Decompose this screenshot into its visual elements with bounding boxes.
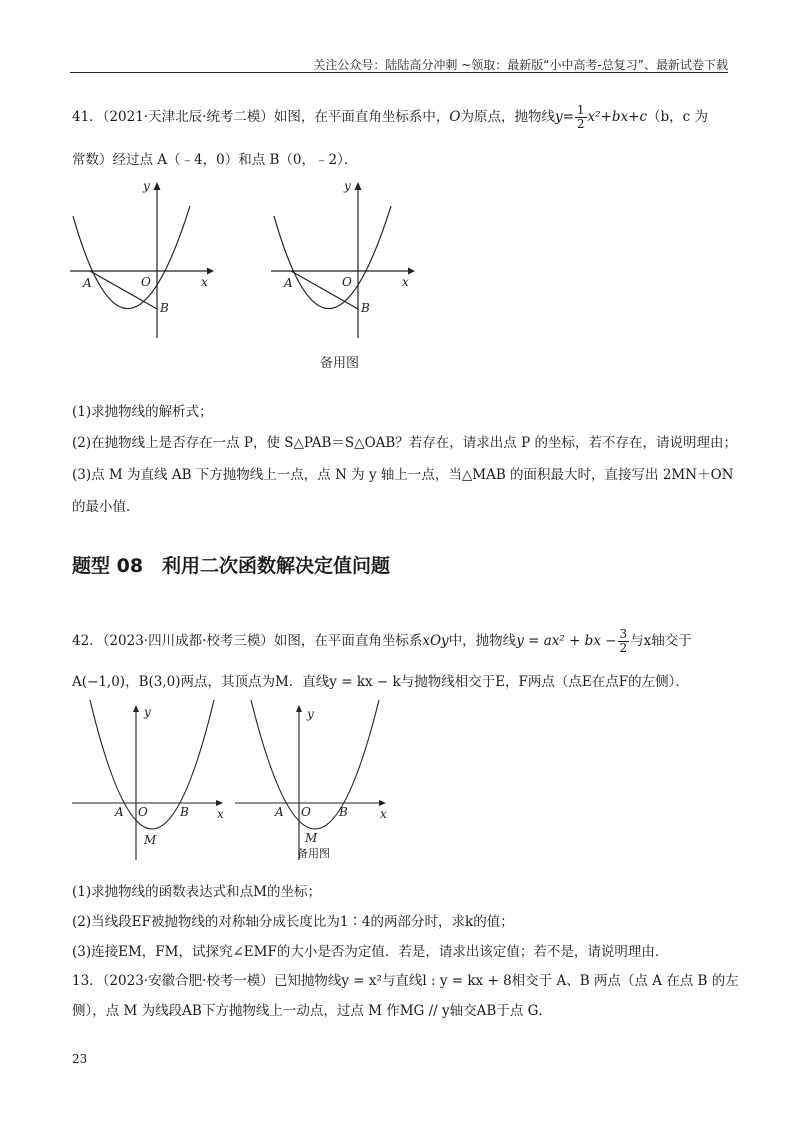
q42-frac-den: 2 (619, 641, 628, 655)
parabola (73, 206, 190, 309)
q41-formula-head: y= (554, 109, 574, 125)
y-axis-arrow (296, 705, 302, 712)
q13-line1: 13．（2023·安徽合肥·校考一模）已知抛物线y = x²与直线l : y = kx + 8相交于 A、B 两点（点 A 在点 B 的左 (72, 973, 739, 989)
q41-part1: (1)求抛物线的解析式； (72, 404, 213, 420)
q41-part3a: (3)点 M 为直线 AB 下方抛物线上一点，点 N 为 y 轴上一点，当△MAB 的面积最大时，直接写出 2MN＋ON (72, 467, 734, 483)
q41-part3b: 的最小值． (72, 499, 140, 515)
q41-frac-den: 2 (576, 117, 585, 131)
origin-label: O (301, 805, 311, 819)
q41-origin-label: O (449, 109, 461, 125)
q42-spare-caption: 备用图 (297, 847, 330, 860)
q42-formula: y = ax² + bx − (516, 633, 617, 649)
axis-label-x: x (380, 807, 387, 821)
page-header: 关注公众号：陆陆高分冲刺 ~领取：最新版“小中高考-总复习”、最新试卷下载 (313, 58, 728, 72)
y-axis-arrow (133, 705, 139, 712)
q42-line1 (72, 628, 732, 655)
parabola (274, 206, 391, 309)
axis-label-y: y (143, 179, 150, 193)
q41-spare-caption: 备用图 (320, 356, 360, 371)
point-label-m: M (305, 831, 318, 845)
y-axis-arrow (154, 182, 161, 190)
q42-part1: (1)求抛物线的函数表达式和点M的坐标； (72, 884, 321, 900)
x-axis-arrow (207, 268, 214, 275)
q42-line1-pre: 42．（2023·四川成都·校考三模）如图，在平面直角坐标系 (72, 633, 423, 649)
q42-fraction (618, 628, 630, 655)
axis-label-y: y (144, 705, 151, 719)
q41-line1 (72, 104, 732, 131)
q42-graph-main (70, 700, 230, 865)
origin-label: O (138, 805, 148, 819)
point-label-b: B (339, 805, 348, 819)
q41-line1-post: （b，c 为 (647, 109, 709, 125)
q41-line2: 常数）经过点 A（﹣4，0）和点 B（0，﹣2）． (72, 152, 358, 168)
y-axis-arrow (355, 182, 362, 190)
q13-line2: 侧），点 M 为线段AB下方抛物线上一动点，过点 M 作MG // y轴交AB于点 G． (72, 1003, 552, 1019)
axis-label-x: x (402, 275, 409, 289)
parabola (90, 700, 214, 829)
q41-graph-main (65, 176, 215, 341)
q42-graph-spare (233, 700, 393, 865)
point-label-a: A (115, 805, 124, 819)
origin-label: O (141, 275, 151, 289)
q42-line1-post: 与x轴交于 (630, 633, 692, 649)
parabola (251, 700, 379, 829)
point-label-b: B (361, 301, 370, 315)
q41-part2: (2)在抛物线上是否存在一点 P，使 S△PAB＝S△OAB？若存在，请求出点 P 的坐标，若不存在，请说明理由； (72, 435, 737, 451)
q42-part2: (2)当线段EF被抛物线的对称轴分成长度比为1∶4的两部分时，求k的值； (72, 914, 514, 930)
q41-formula-tail: x²+bx+c (587, 109, 648, 125)
q41-graph-spare (266, 176, 416, 341)
x-axis-arrow (408, 268, 415, 275)
q41-line1-pre: 41．（2021·天津北辰·统考二模）如图，在平面直角坐标系中， (72, 109, 450, 125)
q42-part3: (3)连接EM，FM，试探究∠EMF的大小是否为定值．若是，请求出该定值；若不是，请说明理由． (72, 944, 669, 960)
header-rule (70, 72, 728, 73)
axis-label-y: y (344, 179, 351, 193)
point-label-a: A (83, 276, 92, 290)
origin-label: O (342, 275, 352, 289)
q42-line1-mid: 中，抛物线 (448, 633, 517, 649)
q42-line2: A(−1,0)，B(3,0)两点，其顶点为M．直线y = kx − k与抛物线相交于E，F两点（点E在点F的左侧）． (72, 674, 689, 690)
axis-label-x: x (201, 275, 208, 289)
axis-label-x: x (217, 807, 224, 821)
q41-fraction (575, 104, 587, 131)
page-number: 23 (72, 1052, 88, 1066)
q41-frac-num: 1 (576, 103, 585, 117)
point-label-b: B (160, 301, 169, 315)
q42-xoy: xOy (422, 633, 449, 649)
q41-line1-mid: 为原点，抛物线 (460, 109, 555, 125)
point-label-b: B (180, 805, 189, 819)
point-label-a: A (284, 276, 293, 290)
point-label-a: A (275, 805, 284, 819)
q42-frac-num: 3 (619, 627, 628, 641)
x-axis-arrow (379, 800, 386, 806)
x-axis-arrow (216, 800, 223, 806)
axis-label-y: y (307, 707, 314, 721)
section-title: 题型 08 利用二次函数解决定值问题 (72, 555, 391, 577)
point-label-m: M (144, 833, 157, 847)
